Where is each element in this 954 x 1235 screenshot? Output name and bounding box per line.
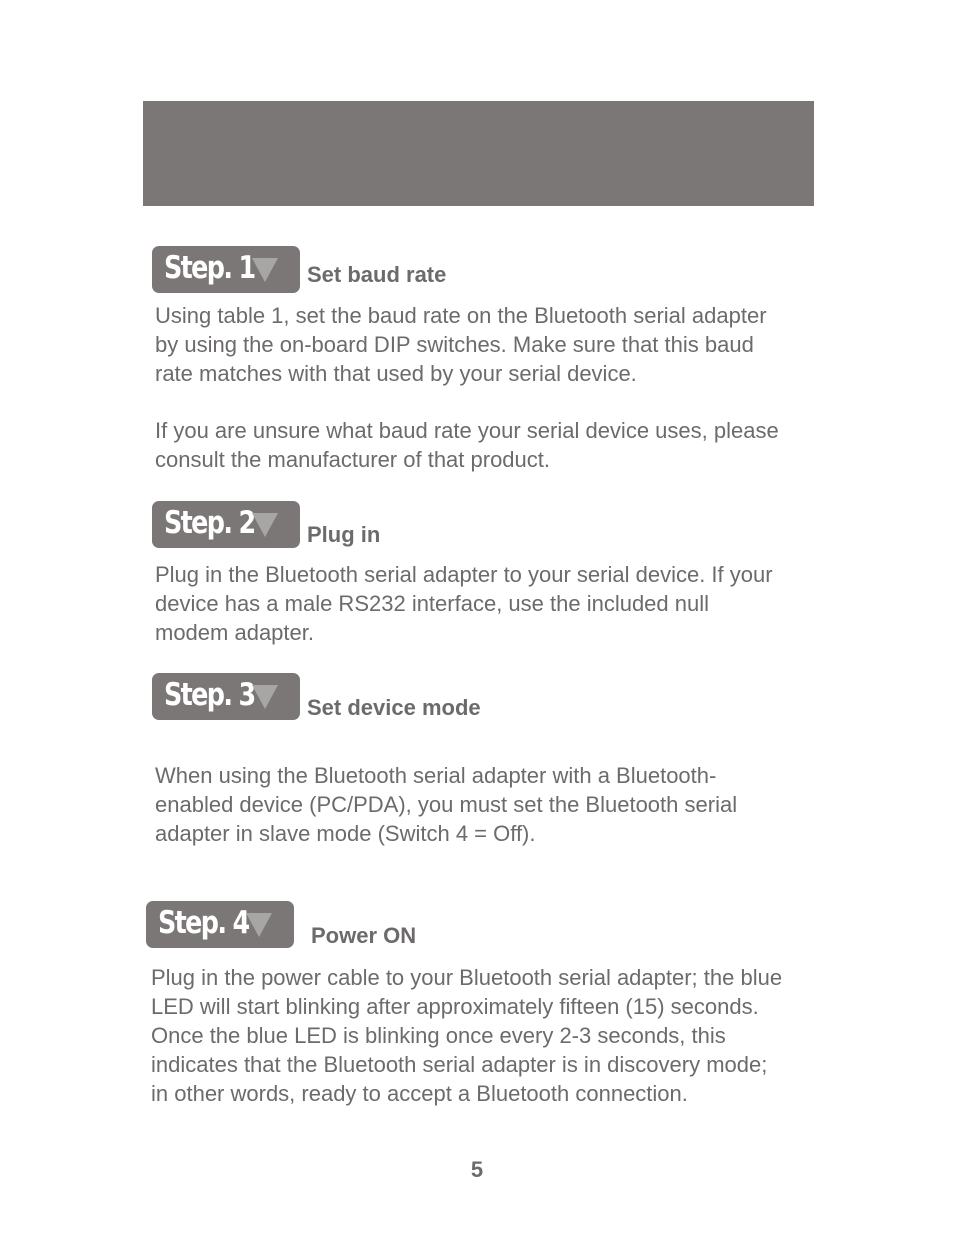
text-line: device has a male RS232 interface, use the included null	[155, 591, 710, 616]
text-line: modem adapter.	[155, 620, 314, 645]
down-triangle-icon	[252, 258, 278, 282]
text-line: enabled device (PC/PDA), you must set the Bluetooth serial	[155, 792, 738, 817]
text-line: Plug in the Bluetooth serial adapter to your serial device. If your	[155, 562, 773, 587]
text-line: If you are unsure what baud rate your serial device uses, please	[155, 418, 779, 443]
step-4-title: Power ON	[311, 923, 417, 948]
step-1-title: Set baud rate	[307, 262, 447, 287]
step-2-badge	[152, 501, 300, 548]
page-number: 5	[470, 1157, 484, 1182]
text-line: indicates that the Bluetooth serial adapter is in discovery mode;	[151, 1052, 768, 1077]
text-line: Plug in the power cable to your Bluetooth serial adapter; the blue	[151, 965, 783, 990]
down-triangle-icon	[252, 513, 278, 537]
text-line: adapter in slave mode (Switch 4 = Off).	[155, 821, 536, 846]
text-line: in other words, ready to accept a Bluetooth connection.	[151, 1081, 688, 1106]
step-3-title: Set device mode	[307, 695, 481, 720]
step-1-badge	[152, 246, 300, 293]
down-triangle-icon	[252, 685, 278, 709]
step-4-label: Step. 4	[158, 905, 249, 941]
step-3-badge	[152, 673, 300, 720]
step-2-paragraph-1	[155, 560, 773, 647]
step-3-paragraph-1	[155, 761, 737, 848]
step-1-label: Step. 1	[164, 250, 255, 286]
step-4-badge	[146, 901, 294, 948]
step-4-paragraph-1	[151, 963, 782, 1108]
step-2-label: Step. 2	[164, 505, 255, 541]
step-3-label: Step. 3	[164, 677, 255, 713]
down-triangle-icon	[246, 913, 272, 937]
text-line: consult the manufacturer of that product.	[155, 447, 551, 472]
step-1-paragraph-2	[155, 416, 779, 474]
header-bar	[143, 101, 814, 206]
text-line: Once the blue LED is blinking once every 2-3 seconds, this	[151, 1023, 726, 1048]
text-line: When using the Bluetooth serial adapter with a Bluetooth-	[155, 763, 717, 788]
text-line: LED will start blinking after approximately fifteen (15) seconds.	[151, 994, 759, 1019]
text-line: rate matches with that used by your serial device.	[155, 361, 637, 386]
text-line: Using table 1, set the baud rate on the Bluetooth serial adapter	[155, 303, 767, 328]
step-2-title: Plug in	[307, 522, 381, 547]
text-line: by using the on-board DIP switches. Make sure that this baud	[155, 332, 754, 357]
step-1-paragraph-1	[155, 301, 767, 388]
